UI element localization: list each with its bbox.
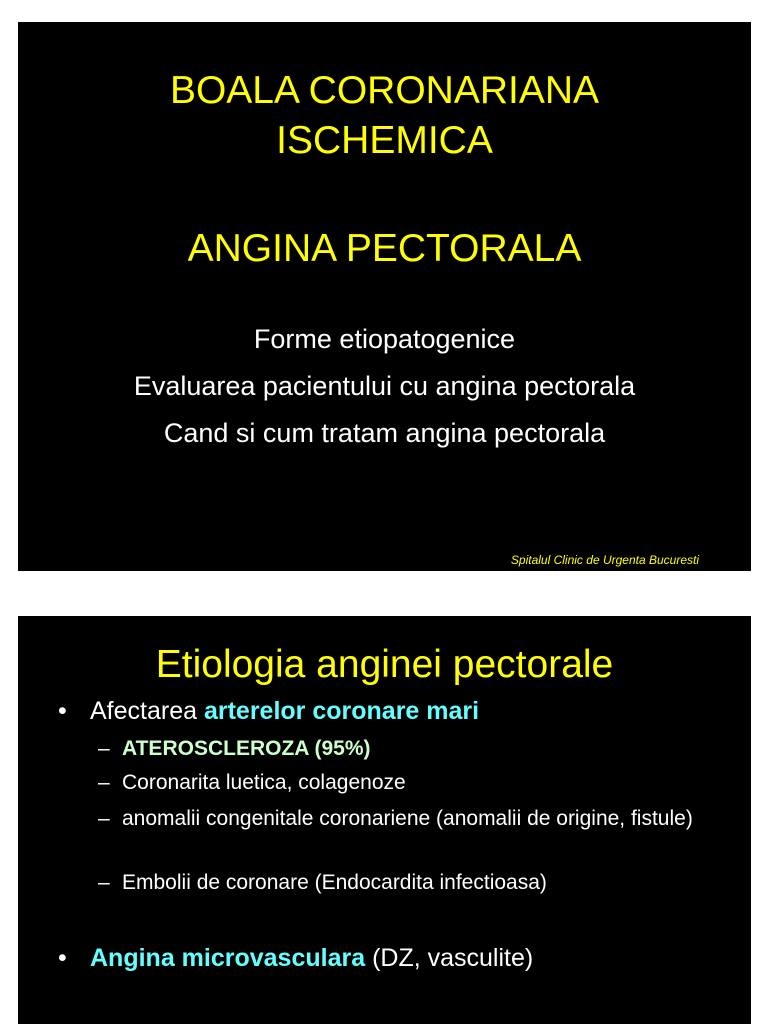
dash-mark: – [98,737,110,760]
sub-bullet-text: ATEROSCLEROZA (95%) [122,737,371,760]
sub-bullet-item [98,770,728,796]
slide-1-title-line-1: BOALA CORONARIANA [169,69,600,112]
sub-bullet-text: anomalii congenitale coronariene (anomalii de origine, fistule) [122,807,693,830]
dash-mark: – [98,771,110,794]
sub-bullet-item [98,736,728,762]
bullet-mark: • [58,944,67,972]
slide-2-title: Etiologia anginei pectorale [155,643,614,686]
slide-1-subtitle-3: Cand si cum tratam angina pectorala [163,418,606,448]
sub-bullet-text: Coronarita luetica, colagenoze [122,771,406,794]
slide-1-footer: Spitalul Clinic de Urgenta Bucuresti [510,553,699,567]
slide-1-title-line-2: ISCHEMICA [276,119,493,162]
bullet-mark: • [58,697,67,725]
slide-1-subtitle-1: Forme etiopatogenice [253,324,516,354]
dash-mark: – [98,871,110,894]
bullet-text: Afectarea [90,697,204,725]
slide-1-subtitle-2: Evaluarea pacientului cu angina pectorala [133,371,636,401]
slide-1 [18,22,751,571]
bullet-highlight: arterelor coronare mari [203,697,480,725]
bullet-item [58,696,479,726]
slide-2 [18,616,751,1024]
bullet-item [58,943,533,973]
sub-bullet-text: Embolii de coronare (Endocardita infectioasa) [122,871,547,894]
bullet-text: (DZ, vasculite) [365,944,534,972]
sub-bullet-item [98,806,728,832]
slide-1-title-line-3: ANGINA PECTORALA [187,227,582,270]
sub-bullet-item [98,870,728,896]
bullet-highlight: Angina microvasculara [90,944,366,972]
dash-mark: – [98,807,110,830]
